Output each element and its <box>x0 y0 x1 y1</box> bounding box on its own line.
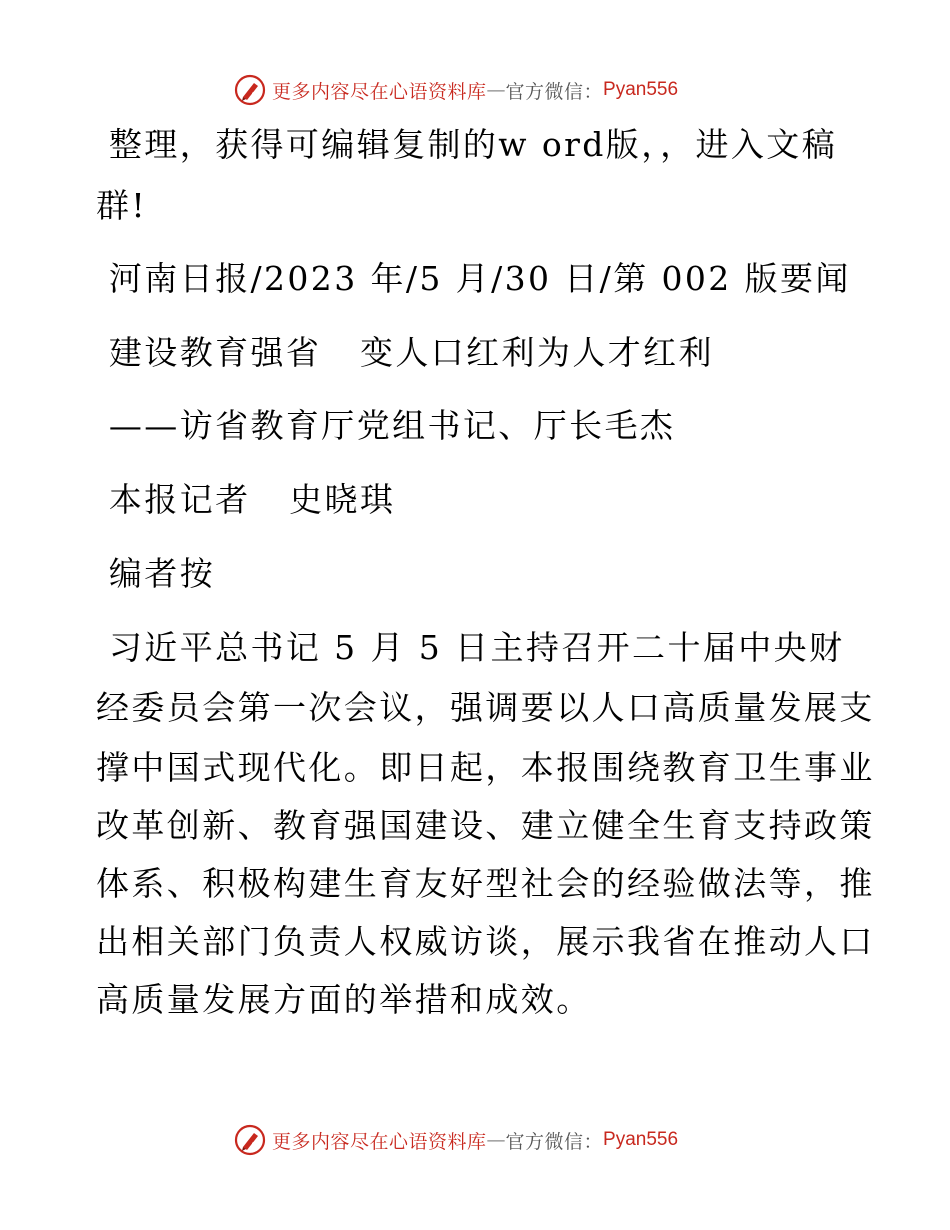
byline: 本报记者 史晓琪 <box>96 480 396 519</box>
intro-line-1: 整理，获得可编辑复制的w ord版，，进入文稿 <box>96 125 838 164</box>
pen-logo-icon <box>234 1124 266 1156</box>
editor-note-line: 改革创新、教育强国建设、建立健全生育支持政策 <box>96 806 875 845</box>
editor-note-line: 出相关部门负责人权威访谈，展示我省在推动人口 <box>96 922 875 961</box>
watermark-wechat-id: Pyan556 <box>603 79 679 100</box>
editor-note-line: 体系、积极构建生育友好型社会的经验做法等，推 <box>96 864 875 903</box>
editor-note-line: 习近平总书记 5 月 5 日主持召开二十届中央财 <box>96 628 845 667</box>
subheadline: ——访省教育厅党组书记、厅长毛杰 <box>96 406 676 445</box>
watermark-wechat-label: 官方微信： <box>505 80 604 103</box>
footer-watermark <box>234 1122 678 1158</box>
source-line: 河南日报/2023 年/5 月/30 日/第 002 版要闻 <box>96 259 851 298</box>
watermark-brand-text: 更多内容尽在心语资料库 <box>272 1130 487 1153</box>
watermark-dash: — <box>486 1129 506 1151</box>
watermark-wechat-id: Pyan556 <box>603 1129 679 1150</box>
headline: 建设教育强省 变人口红利为人才红利 <box>96 333 714 372</box>
editor-note-line: 撑中国式现代化。即日起，本报围绕教育卫生事业 <box>96 748 875 787</box>
editor-note-line: 经委员会第一次会议，强调要以人口高质量发展支 <box>96 688 875 727</box>
pen-logo-icon <box>234 74 266 106</box>
watermark-dash: — <box>486 79 506 101</box>
intro-line-2: 群! <box>96 186 148 225</box>
editor-note-label: 编者按 <box>96 554 216 593</box>
header-watermark <box>234 72 678 108</box>
editor-note-line: 高质量发展方面的举措和成效。 <box>96 980 592 1019</box>
watermark-wechat-label: 官方微信： <box>505 1130 604 1153</box>
watermark-brand-text: 更多内容尽在心语资料库 <box>272 80 487 103</box>
